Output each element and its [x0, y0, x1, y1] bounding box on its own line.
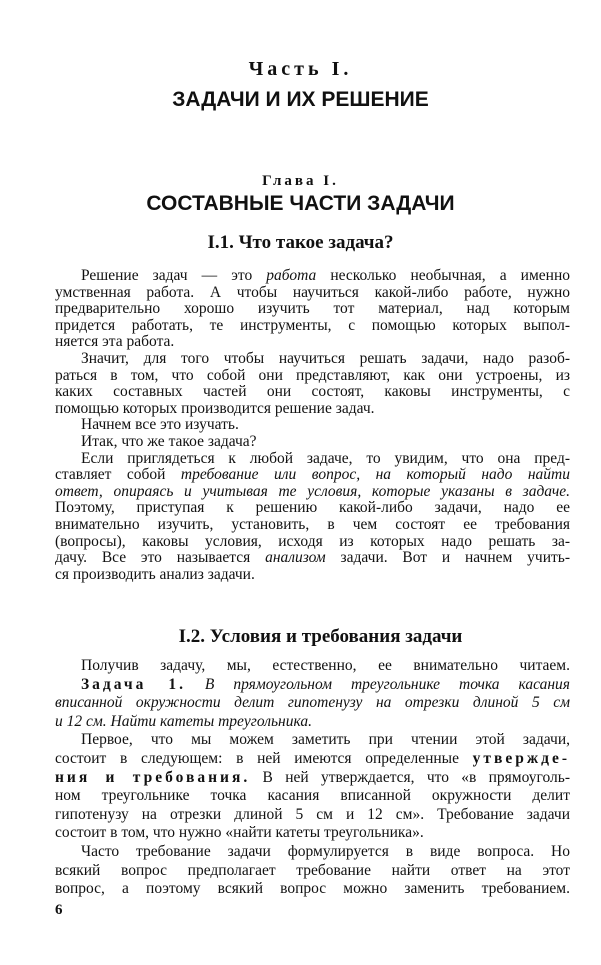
- text-line: [55, 806, 570, 825]
- text-line: [55, 517, 570, 534]
- text-segment: всякий вопрос предполагает требование найти ответ на этот: [55, 861, 570, 879]
- text-segment: (вопросы), каковы условия, исходя из которых надо решать за-: [55, 532, 570, 550]
- text-segment: несколько необычная, а именно: [316, 267, 570, 284]
- section-heading: I.2. Условия и требования задачи: [178, 626, 463, 647]
- text-line: [55, 550, 570, 567]
- italic-text: ответ, опираясь и учитывая те условия, которые указаны в задаче.: [55, 482, 570, 500]
- emphasized-text: Задача 1.: [81, 675, 186, 693]
- italic-text: требование или вопрос, на который надо найти: [180, 466, 570, 484]
- section-heading: I.1. Что такое задача?: [207, 232, 394, 253]
- text-line: [55, 351, 570, 368]
- text-line: [55, 824, 570, 843]
- text-line: [55, 451, 570, 468]
- emphasized-text: утвержде-: [472, 749, 570, 767]
- chapter-label: Глава I.: [262, 173, 339, 189]
- text-segment: Первое, что мы можем заметить при чтении этой задачи,: [81, 731, 570, 749]
- text-line: [55, 401, 570, 418]
- section1-body: [55, 268, 570, 583]
- italic-text: и 12 см. Найти катеты треугольника.: [55, 712, 312, 730]
- text-segment: Часто требование задачи формулируется в виде вопроса. Но: [81, 842, 570, 860]
- section2-body: [55, 657, 570, 899]
- text-line: [55, 467, 570, 484]
- text-segment: внимательно изучить, установить, в чем состоят ее требования: [55, 515, 570, 533]
- text-line: [55, 334, 570, 351]
- text-segment: состоит в следующем: в ней имеются определенные: [55, 749, 473, 767]
- text-segment: Получив задачу, мы, естественно, ее внимательно читаем.: [81, 657, 570, 674]
- text-line: [55, 318, 570, 335]
- text-line: [55, 434, 570, 451]
- text-segment: Итак, что же такое задача?: [81, 432, 257, 450]
- text-segment: Если приглядеться к любой задаче, то увидим, что она пред-: [81, 449, 570, 467]
- text-line: [55, 534, 570, 551]
- text-line: [55, 417, 570, 434]
- text-line: [55, 862, 570, 881]
- text-line: [55, 731, 570, 750]
- text-line: [55, 484, 570, 501]
- text-segment: ставляет собой: [55, 466, 181, 484]
- text-segment: Значит, для того чтобы научиться решать задачи, надо разоб-: [81, 349, 570, 367]
- text-line: [55, 567, 570, 584]
- text-segment: помощью которых производится решение задач.: [55, 399, 375, 417]
- text-segment: задачи. Вот и начнем учить-: [325, 549, 570, 567]
- text-line: [55, 301, 570, 318]
- chapter-title: СОСТАВНЫЕ ЧАСТИ ЗАДАЧИ: [146, 192, 455, 215]
- part-title: ЗАДАЧИ И ИХ РЕШЕНИЕ: [172, 88, 429, 111]
- text-line: [55, 787, 570, 806]
- text-line: [55, 368, 570, 385]
- text-segment: Решение задач — это: [81, 267, 267, 284]
- italic-text: В прямоугольном треугольнике точка касания: [185, 675, 570, 693]
- text-segment: няется эта работа.: [55, 333, 175, 351]
- text-segment: ном треугольнике точка касания вписанной окружности делит: [55, 787, 570, 805]
- text-segment: умственная работа. А чтобы научиться какой-либо работе, нужно: [55, 283, 570, 301]
- italic-text: работа: [266, 267, 317, 284]
- page-number: 6: [55, 902, 63, 918]
- text-line: [55, 694, 570, 713]
- text-segment: ся производить анализ задачи.: [55, 565, 255, 583]
- text-line: [55, 713, 570, 732]
- text-line: [55, 500, 570, 517]
- text-segment: вопрос, а поэтому всякий вопрос можно заменить требованием.: [55, 880, 570, 898]
- text-segment: гипотенузу на отрезки длиной 5 см и 12 см». Требование задачи: [55, 805, 570, 823]
- text-segment: каких составных частей они состоят, каковы инструменты, с: [55, 383, 570, 401]
- text-line: [55, 285, 570, 302]
- text-line: [55, 843, 570, 862]
- text-segment: предварительно хорошо изучить тот материал, над которым: [55, 300, 570, 318]
- text-segment: состоит в том, что нужно «найти катеты треугольника».: [55, 824, 424, 842]
- text-line: [55, 657, 570, 676]
- emphasized-text: ния и требования.: [55, 768, 251, 786]
- italic-text: анализом: [265, 549, 326, 567]
- text-segment: дачу. Все это называется: [55, 549, 266, 567]
- text-line: [55, 268, 570, 285]
- text-line: [55, 750, 570, 769]
- part-label: Часть I.: [248, 58, 353, 80]
- text-line: [55, 384, 570, 401]
- text-line: [55, 676, 570, 695]
- text-segment: придется работать, те инструменты, с помощью которых выпол-: [55, 316, 570, 334]
- text-segment: Начнем все это изучать.: [81, 416, 239, 434]
- text-segment: Поэтому, приступая к решению какой-либо задачи, надо ее: [55, 499, 570, 517]
- text-segment: раться в том, что собой они представляют, как они устроены, из: [55, 366, 570, 384]
- text-line: [55, 769, 570, 788]
- text-segment: В ней утверждается, что «в прямоуголь-: [250, 768, 571, 786]
- text-line: [55, 880, 570, 899]
- italic-text: вписанной окружности делит гипотенузу на отрезки длиной 5 см: [55, 694, 570, 712]
